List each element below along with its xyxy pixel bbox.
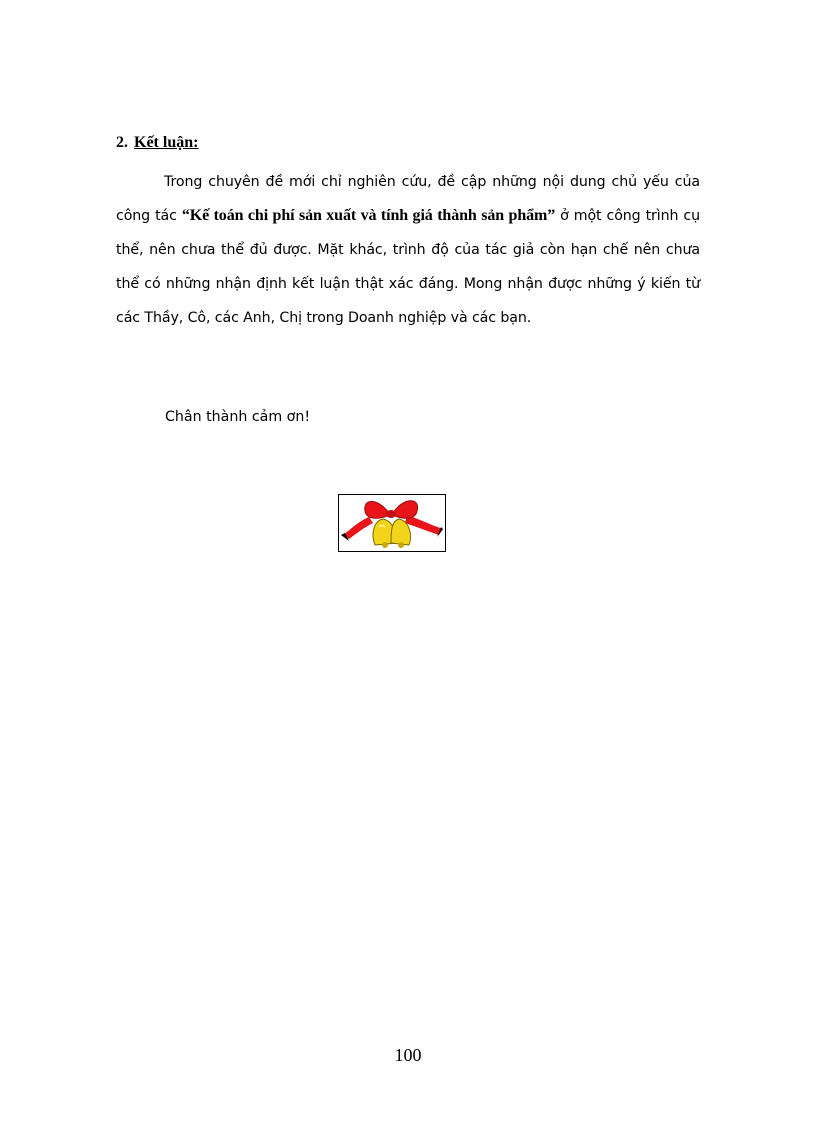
section-title: Kết luận:: [134, 134, 199, 151]
bell-right-clapper: [398, 542, 404, 548]
conclusion-paragraph: [116, 165, 700, 335]
section-number: 2.: [116, 134, 128, 151]
closing-line: Chân thành cảm ơn!: [165, 409, 311, 425]
ribbon-left-tail: [343, 517, 373, 539]
paragraph-text-part2: ở một công trình cụ thể, nên chưa thể đủ được. Mặt khác, trình độ của tác giả còn hạn chế nên chưa thể có những nhận định kết luận thật xác đáng. Mong nhận được những ý kiến từ các Thầy, Cô, các Anh, Chị trong Doanh nghiệp và các bạn.: [116, 208, 700, 326]
section-heading: [116, 133, 198, 153]
bells-clipart-svg: [339, 495, 445, 551]
paragraph-text-part1: Trong chuyên đề mới chỉ nghiên cứu, đề cập những nội dung chủ yếu của công tác: [116, 174, 700, 224]
page-number: 100: [394, 1045, 422, 1065]
paragraph-bold-title: “Kế toán chi phí sản xuất và tính giá thành sản phẩm”: [181, 207, 556, 224]
bell-left-clapper: [382, 542, 388, 548]
bow-left-loop: [365, 501, 389, 518]
bells-with-red-bow-icon: [338, 494, 446, 552]
bow-knot: [386, 510, 396, 518]
bow-right-loop: [393, 501, 418, 519]
